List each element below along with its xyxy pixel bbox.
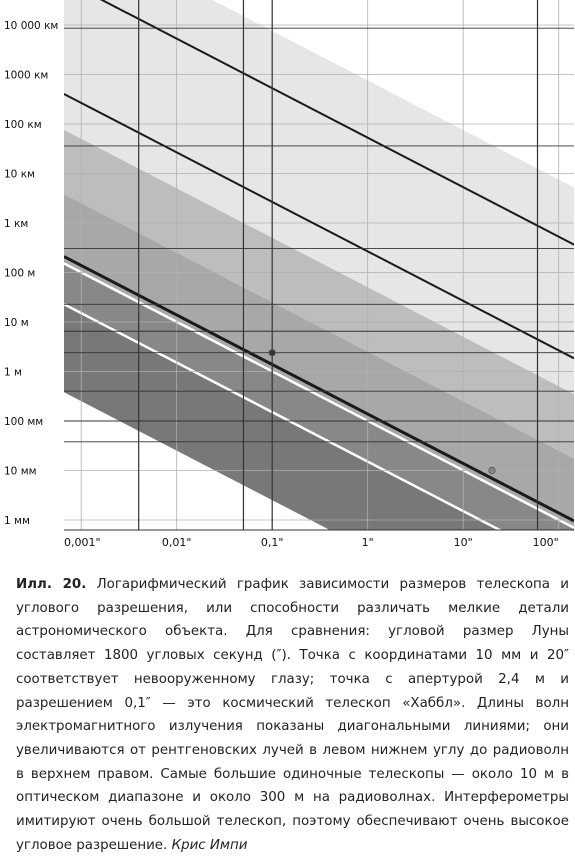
wavelength-bands bbox=[64, 0, 574, 657]
data-point-1 bbox=[489, 467, 495, 473]
caption-text: Логарифмический график зависимости размеров телескопа и углового разрешения, или способности различать мелкие детали астрономического объекта. Для сравнения: угловой размер Луны составляет 1800 угловых секунд (″). Точка с координатами 10 мм и 20″ соответствует невооруженному глазу; точка с апертурой 2,4 м и разрешением 0,1″ — это космический телескоп «Хаббл». Длины волн электромагнитного излучения показаны диагональными линиями; они увеличиваются от рентгеновских лучей в левом нижнем углу до радиоволн в верхнем правом. Самые большие одиночные телескопы — около 10 м в оптическом диапазоне и около 300 м на радиоволнах. Интерферометры имитируют очень большой телескоп, поэтому обеспечивают очень высокое угловое разрешение. bbox=[16, 577, 569, 853]
x-tick-label: 0,1" bbox=[260, 536, 284, 549]
figure-caption bbox=[16, 573, 569, 857]
y-tick-label: 10 мм bbox=[4, 465, 37, 478]
x-tick-label: 100" bbox=[532, 536, 559, 549]
x-tick-label: 1" bbox=[361, 536, 374, 549]
x-tick-label: 0,001" bbox=[64, 536, 101, 549]
y-tick-label: 100 м bbox=[4, 267, 36, 280]
data-point-0 bbox=[269, 349, 275, 355]
y-tick-label: 100 мм bbox=[4, 416, 44, 428]
y-tick-label: 10 км bbox=[4, 168, 35, 181]
y-tick-label: 10 000 км bbox=[4, 20, 59, 32]
y-tick-label: 1 км bbox=[4, 218, 29, 230]
y-tick-label: 1000 км bbox=[4, 69, 49, 82]
caption-lead: Илл. 20. bbox=[16, 577, 87, 592]
y-tick-label: 1 м bbox=[4, 366, 22, 379]
y-tick-label: 1 мм bbox=[4, 515, 30, 527]
y-tick-label: 100 км bbox=[4, 119, 42, 131]
x-tick-label: 0,01" bbox=[161, 536, 192, 549]
y-tick-label: 10 м bbox=[4, 317, 29, 329]
x-tick-label: 10" bbox=[453, 536, 473, 549]
caption-author: Крис Импи bbox=[171, 837, 248, 853]
